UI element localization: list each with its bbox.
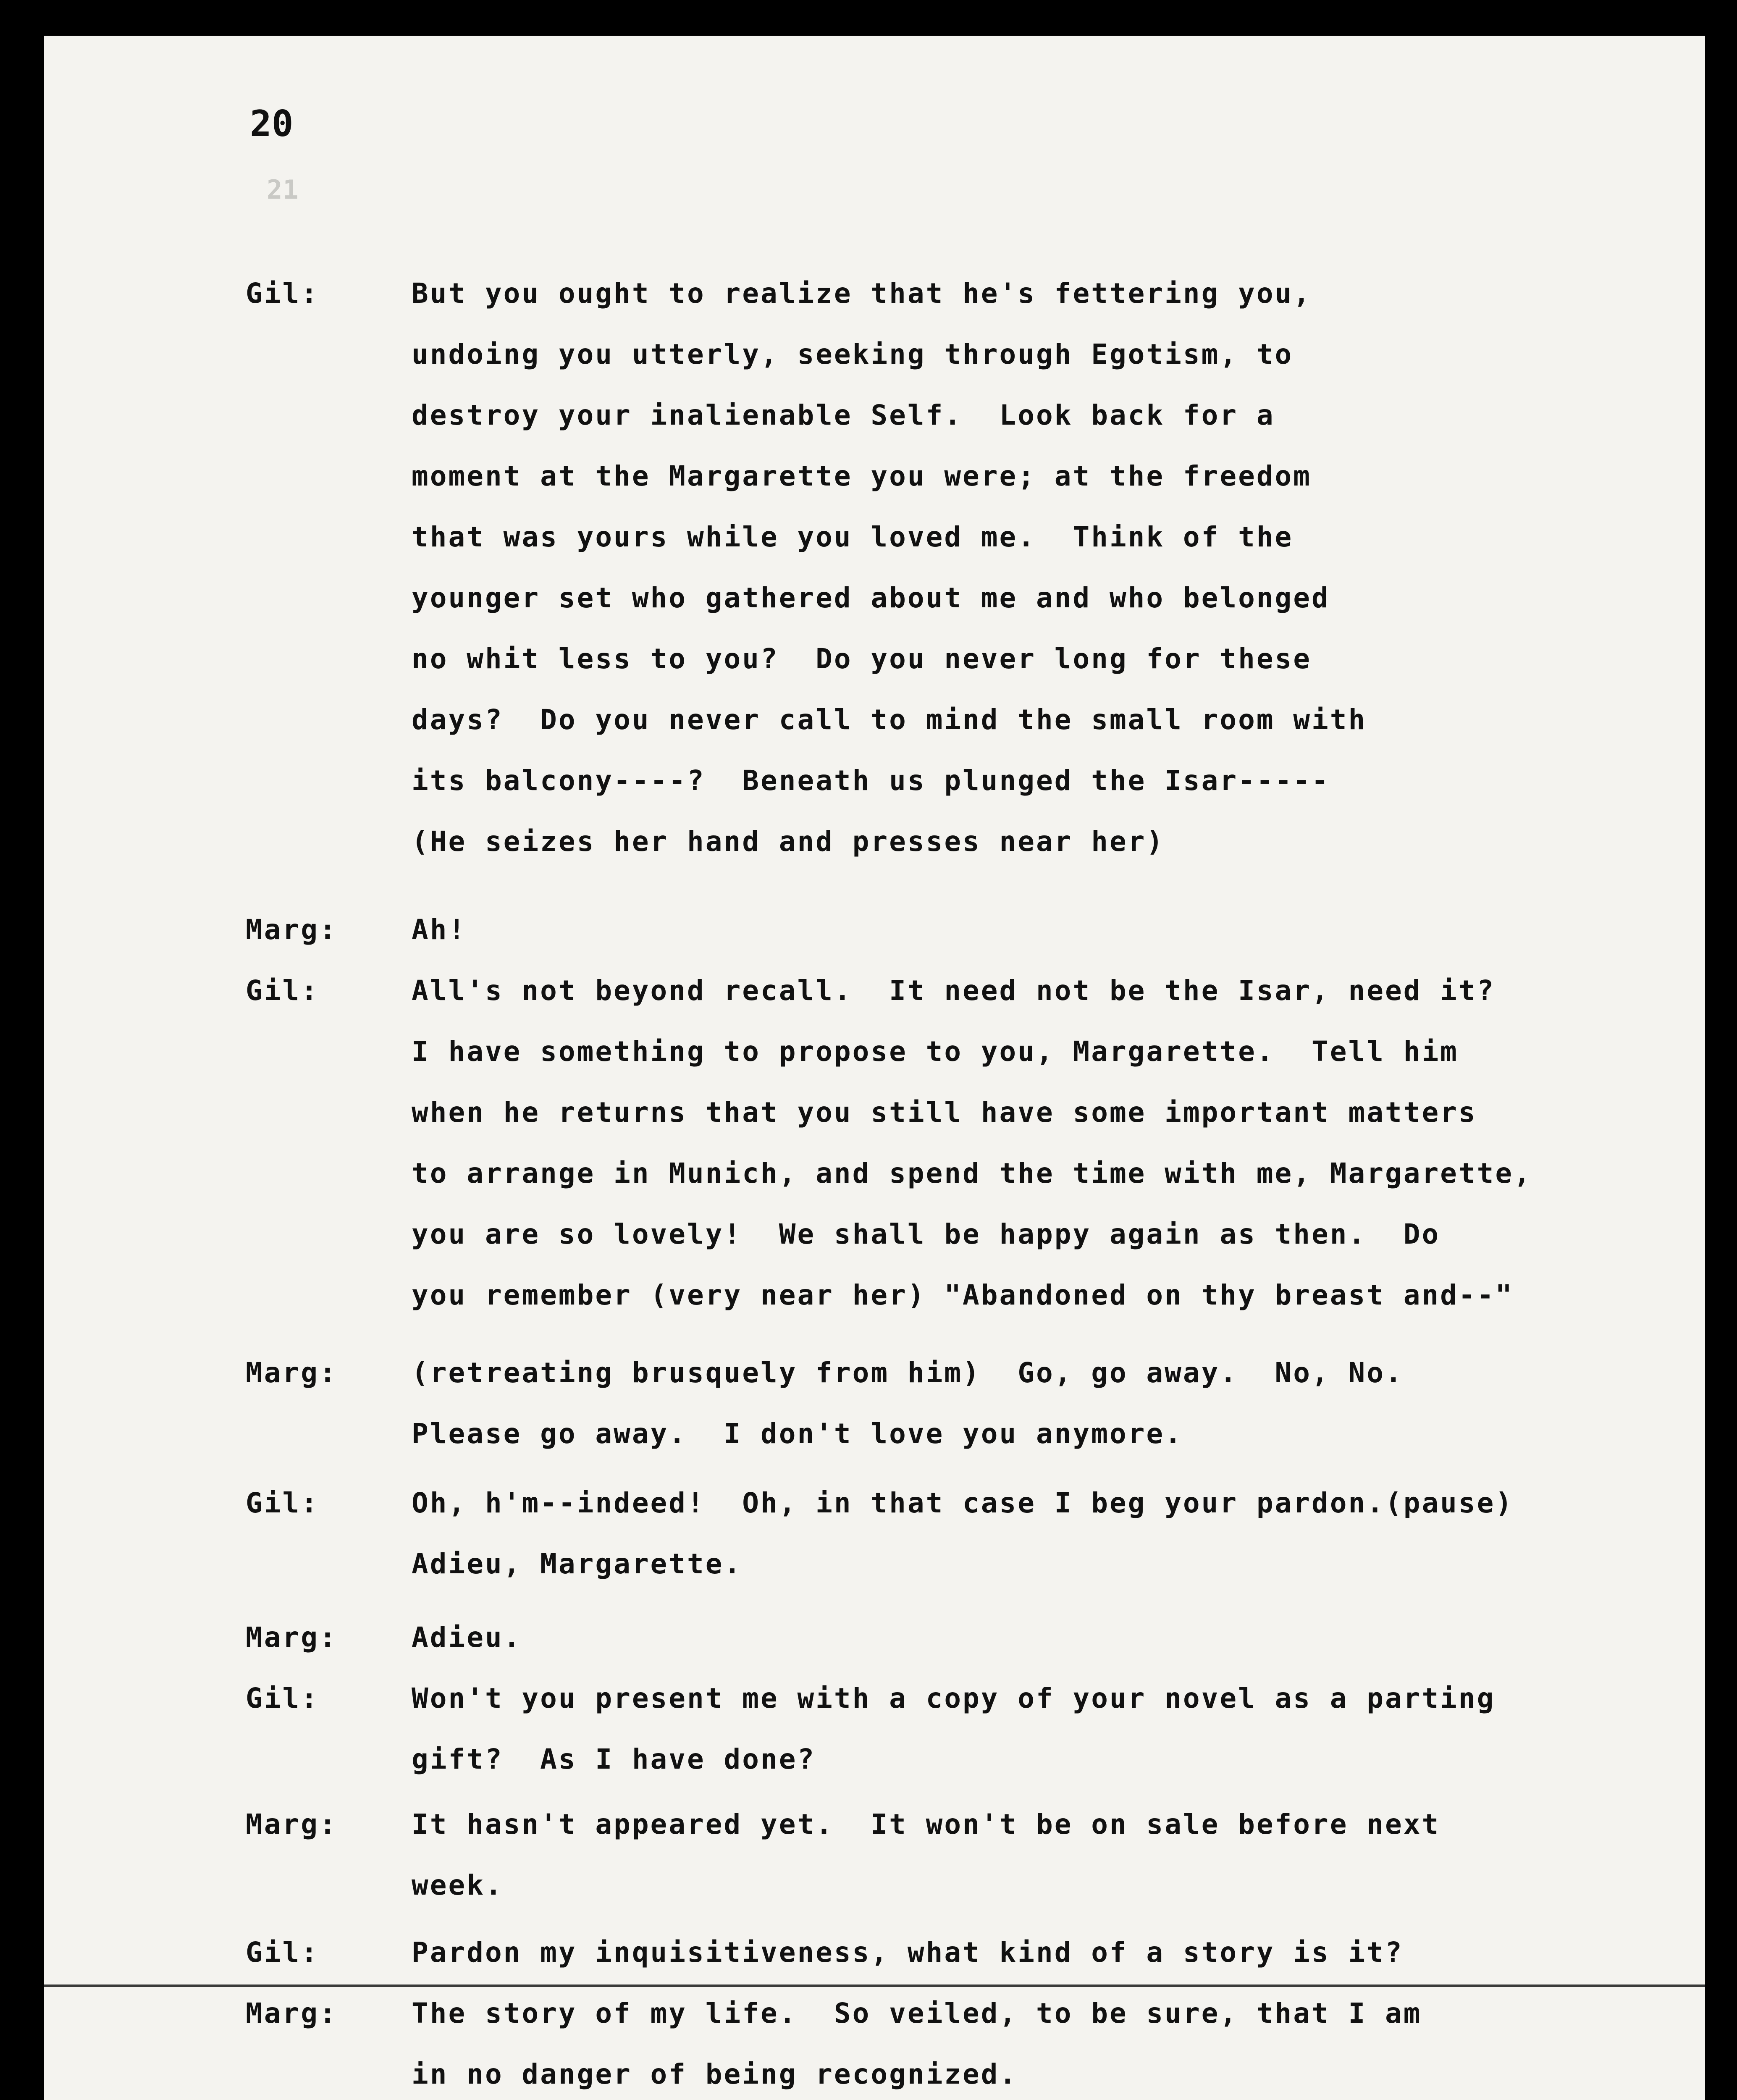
dialogue-line: Adieu. (412, 1621, 522, 1654)
speaker-label: Marg: (246, 1997, 338, 2029)
dialogue-line: destroy your inalienable Self. Look back for a (412, 399, 1275, 431)
dialogue-line: Ah! (412, 914, 467, 946)
speaker-label: Marg: (246, 914, 338, 946)
speaker-label: Gil: (246, 1487, 319, 1519)
dialogue-line: moment at the Margarette you were; at the freedom (412, 460, 1312, 492)
dialogue-line: when he returns that you still have some important matters (412, 1096, 1477, 1129)
dialogue-line: younger set who gathered about me and who belonged (412, 582, 1330, 614)
page-number: 20 (250, 103, 294, 145)
speaker-label: Gil: (246, 1682, 319, 1714)
ghost-page-number: 21 (267, 174, 299, 205)
fold-line (44, 1984, 1705, 1987)
dialogue-line: no whit less to you? Do you never long for these (412, 643, 1312, 675)
speaker-label: Marg: (246, 1357, 338, 1389)
speaker-label: Gil: (246, 277, 319, 310)
dialogue-line: Oh, h'm--indeed! Oh, in that case I beg your pardon.(pause) (412, 1487, 1514, 1519)
dialogue-line: (retreating brusquely from him) Go, go away. No, No. (412, 1357, 1404, 1389)
dialogue-line: But you ought to realize that he's fettering you, (412, 277, 1312, 310)
dialogue-line: days? Do you never call to mind the small room with (412, 704, 1367, 736)
dialogue-line: undoing you utterly, seeking through Egotism, to (412, 338, 1294, 370)
dialogue-line: you are so lovely! We shall be happy again as then. Do (412, 1218, 1441, 1250)
speaker-label: Gil: (246, 1936, 319, 1969)
dialogue-line: in no danger of being recognized. (412, 2058, 1018, 2090)
dialogue-line: that was yours while you loved me. Think of the (412, 521, 1294, 553)
speaker-label: Marg: (246, 1808, 338, 1840)
dialogue-line: Pardon my inquisitiveness, what kind of a story is it? (412, 1936, 1404, 1969)
dialogue-line: Won't you present me with a copy of your novel as a parting (412, 1682, 1496, 1714)
dialogue-line: The story of my life. So veiled, to be sure, that I am (412, 1997, 1422, 2029)
dialogue-line: All's not beyond recall. It need not be the Isar, need it? (412, 974, 1496, 1007)
dialogue-line: gift? As I have done? (412, 1743, 816, 1775)
dialogue-line: you remember (very near her) "Abandoned on thy breast and--" (412, 1279, 1514, 1311)
dialogue-line: It hasn't appeared yet. It won't be on sale before next (412, 1808, 1441, 1840)
dialogue-line: to arrange in Munich, and spend the time with me, Margarette, (412, 1157, 1532, 1189)
dialogue-line: Adieu, Margarette. (412, 1548, 743, 1580)
dialogue-line: I have something to propose to you, Margarette. Tell him (412, 1035, 1459, 1068)
typescript-page (44, 36, 1705, 2100)
dialogue-line: its balcony----? Beneath us plunged the Isar----- (412, 764, 1330, 797)
stage-direction: (He seizes her hand and presses near her) (412, 825, 1165, 858)
speaker-label: Gil: (246, 974, 319, 1007)
dialogue-line: week. (412, 1869, 504, 1901)
speaker-label: Marg: (246, 1621, 338, 1654)
dialogue-line: Please go away. I don't love you anymore. (412, 1418, 1183, 1450)
